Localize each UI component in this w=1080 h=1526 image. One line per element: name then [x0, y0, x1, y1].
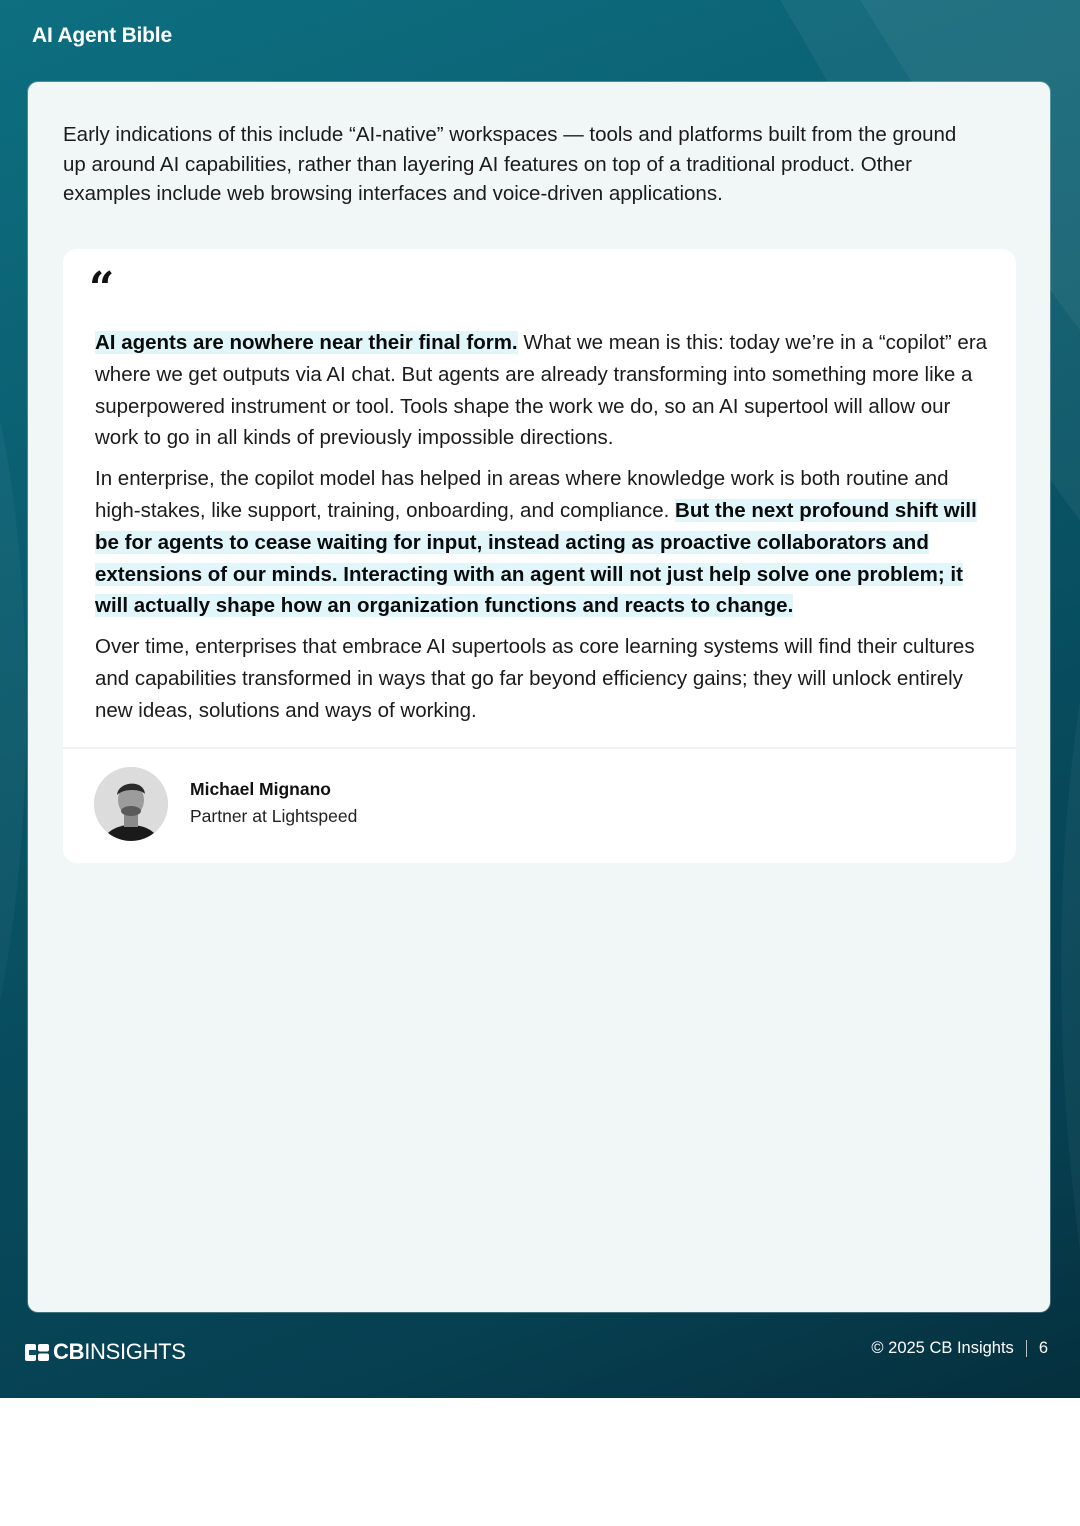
author-avatar: [94, 767, 168, 841]
quote-text-2: In enterprise, the copilot model has helped in areas where knowledge work is both routine and high-stakes, like support, training, onboarding, and compliance.: [95, 467, 949, 522]
logo-text-bold: CB: [53, 1339, 85, 1364]
document-title: AI Agent Bible: [32, 24, 172, 47]
quote-mark-icon: “: [89, 263, 115, 314]
quote-paragraph-3: Over time, enterprises that embrace AI supertools as core learning systems will find their cultures and capabilities transformed in ways that go far beyond efficiency gains; they will unlock entirely new ideas, solutions and ways of working.: [95, 635, 975, 722]
logo-text-rest: INSIGHTS: [84, 1339, 186, 1364]
page-number: 6: [1038, 1339, 1048, 1357]
cbinsights-logo-icon: [25, 1344, 49, 1361]
copyright-text: © 2025 CB Insights: [871, 1339, 1014, 1357]
quote-card: [63, 249, 1016, 863]
quote-paragraph-2: [95, 463, 990, 622]
quote-paragraph-1: [95, 327, 990, 454]
cbinsights-logo: [25, 1340, 186, 1364]
footer-separator: [1026, 1340, 1027, 1357]
footer-copyright: [871, 1339, 1048, 1358]
author-name: Michael Mignano: [190, 779, 331, 799]
quote-highlight-2: But the next profound shift will be for agents to cease waiting for input, instead acting as proactive collaborators and extensions of our minds. Interacting with an agent will not just help solve one problem; it will actually shape how an organization functions and reacts to change.: [95, 498, 977, 618]
quote-divider: [63, 747, 1016, 749]
author-role: Partner at Lightspeed: [190, 806, 358, 826]
content-card: [28, 82, 1050, 1312]
intro-paragraph: Early indications of this include “AI-native” workspaces — tools and platforms built from the ground up around AI capabilities, rather than layering AI features on top of a traditional product. Other examples include web browsing interfaces and voice-driven applications.: [63, 123, 957, 205]
quote-highlight-1: AI agents are nowhere near their final form.: [95, 331, 518, 354]
quote-text-1: What we mean is this: today we’re in a “copilot” era where we get outputs via AI chat. But agents are already transforming into something more like a superpowered instrument or tool. Tools shape the work we do, so an AI supertool will allow our work to go in all kinds of previously impossible directions.: [95, 331, 988, 450]
quote-body: [95, 327, 990, 736]
